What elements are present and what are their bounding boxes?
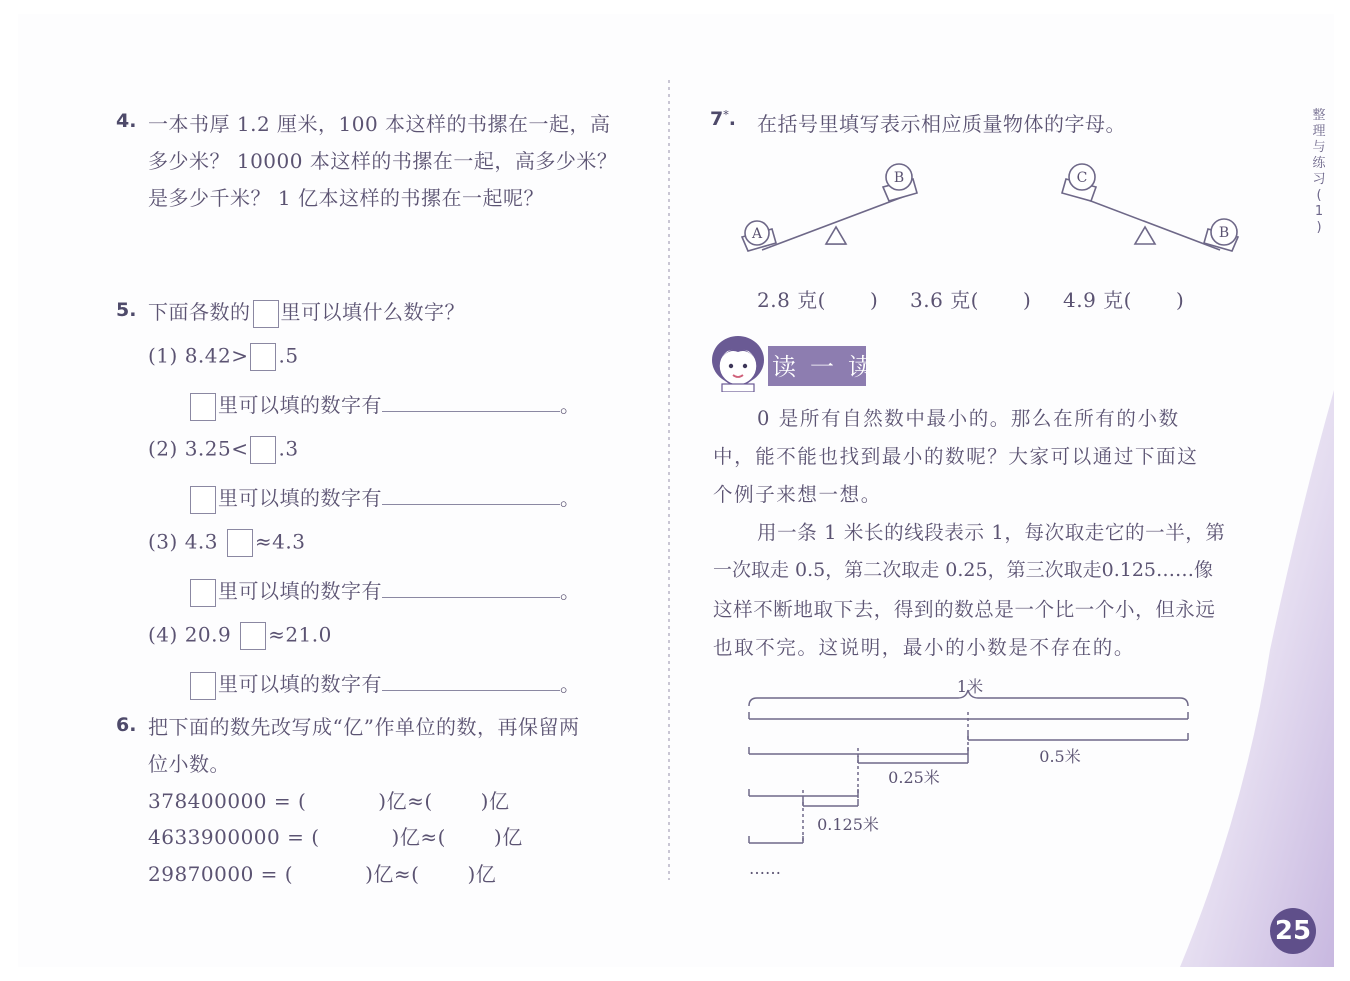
question-5-item-1 bbox=[148, 343, 299, 371]
item-3-box[interactable] bbox=[227, 529, 253, 557]
item-2-post: .3 bbox=[278, 436, 299, 461]
weight-2-8-close: ) bbox=[869, 288, 879, 312]
weight-4-9 bbox=[1063, 284, 1184, 313]
ball-c-right-label: C bbox=[1076, 170, 1088, 186]
girl-reading-icon bbox=[706, 334, 770, 392]
answer-3-end: 。 bbox=[560, 579, 581, 603]
item-1-post: .5 bbox=[278, 343, 299, 368]
answer-1-label: 里可以填的数字有 bbox=[218, 393, 382, 417]
read-p1-line-2: 中，能不能也找到最小的数呢？大家可以通过下面这 bbox=[713, 445, 1199, 468]
question-5-answer-1 bbox=[188, 389, 581, 421]
row-3-b: )亿≈( bbox=[365, 862, 420, 886]
side-tab-char-4: 练 bbox=[1312, 156, 1326, 171]
side-tab-char-3: 与 bbox=[1312, 140, 1326, 155]
read-p1-line-3: 个例子来想一想。 bbox=[713, 483, 882, 506]
item-2-pre: (2) 3.25< bbox=[148, 436, 249, 461]
read-p2-line-1: 用一条 1 米长的线段表示 1，每次取走它的一半，第 bbox=[757, 521, 1226, 544]
answer-2-label: 里可以填的数字有 bbox=[218, 486, 382, 510]
row-1-b: )亿≈( bbox=[378, 789, 433, 813]
left-scale bbox=[742, 164, 917, 251]
right-scale-fulcrum bbox=[1135, 227, 1155, 244]
question-5-title bbox=[148, 296, 465, 328]
question-6-line-1: 把下面的数先改写成“亿”作单位的数，再保留两 bbox=[148, 715, 580, 739]
label-1m: 1米 bbox=[956, 677, 984, 696]
answer-1-blank[interactable] bbox=[382, 393, 560, 412]
question-6-number: 6. bbox=[116, 714, 137, 736]
row-3-a: 29870000 = ( bbox=[148, 862, 294, 886]
right-scale bbox=[1062, 164, 1238, 251]
answer-3-box[interactable] bbox=[190, 579, 216, 607]
answer-2-box[interactable] bbox=[190, 486, 216, 514]
label-0125m: 0.125米 bbox=[817, 815, 879, 834]
side-tab-char-2: 理 bbox=[1312, 124, 1326, 139]
item-4-pre: (4) 20.9 bbox=[148, 622, 232, 647]
item-2-box[interactable] bbox=[250, 436, 276, 464]
read-p2-line-4: 也取不完。这说明，最小的小数是不存在的。 bbox=[713, 636, 1136, 659]
answer-4-label: 里可以填的数字有 bbox=[218, 672, 382, 696]
side-tab-char-6: ( bbox=[1316, 188, 1322, 203]
question-5-answer-3 bbox=[188, 575, 581, 607]
question-5-item-4 bbox=[148, 622, 332, 650]
weight-3-6-close: ) bbox=[1022, 288, 1032, 312]
label-ellipsis: …… bbox=[749, 859, 781, 878]
row-1-c: )亿 bbox=[480, 789, 510, 813]
weight-2-8-label: 2.8 克( bbox=[757, 288, 826, 312]
question-5-title-b: 里可以填什么数字？ bbox=[280, 300, 465, 324]
row-2-a: 4633900000 = ( bbox=[148, 825, 320, 849]
row-1-a: 378400000 = ( bbox=[148, 789, 307, 813]
side-tab-char-5: 习 bbox=[1312, 172, 1326, 187]
question-5-number: 5. bbox=[116, 299, 137, 321]
answer-3-blank[interactable] bbox=[382, 579, 560, 598]
weight-3-6 bbox=[910, 284, 1031, 313]
balance-scales bbox=[730, 155, 1250, 265]
item-4-post: ≈21.0 bbox=[268, 622, 332, 647]
weight-4-9-close: ) bbox=[1175, 288, 1185, 312]
side-tab-char-1: 整 bbox=[1312, 108, 1326, 123]
side-tab-char-8: ) bbox=[1316, 220, 1322, 235]
item-1-pre: (1) 8.42> bbox=[148, 343, 249, 368]
answer-4-end: 。 bbox=[560, 672, 581, 696]
answer-3-label: 里可以填的数字有 bbox=[218, 579, 382, 603]
question-7-dot: . bbox=[728, 108, 736, 130]
page-number: 25 bbox=[1270, 908, 1316, 954]
question-5-item-2 bbox=[148, 436, 299, 464]
answer-box[interactable] bbox=[253, 300, 279, 328]
read-p2-line-3: 这样不断地取下去，得到的数总是一个比一个小，但永远 bbox=[713, 598, 1216, 621]
question-4-line-2: 多少米？ 10000 本这样的书摞在一起，高多少米？ bbox=[148, 149, 618, 173]
answer-1-end: 。 bbox=[560, 393, 581, 417]
answer-4-blank[interactable] bbox=[382, 672, 560, 691]
left-scale-fulcrum bbox=[826, 227, 846, 244]
label-025m: 0.25米 bbox=[888, 768, 940, 787]
question-6-row-2 bbox=[148, 821, 523, 850]
question-4-number: 4. bbox=[116, 110, 137, 132]
question-5-answer-2 bbox=[188, 482, 581, 514]
halving-segment-diagram bbox=[740, 668, 1200, 883]
question-7-star: * bbox=[723, 108, 729, 122]
item-3-pre: (3) 4.3 bbox=[148, 529, 218, 554]
weight-3-6-label: 3.6 克( bbox=[910, 288, 979, 312]
read-section-title: 读一读 bbox=[772, 353, 886, 381]
question-4-line-1: 一本书厚 1.2 厘米，100 本这样的书摞在一起，高 bbox=[148, 112, 611, 136]
question-7-header bbox=[710, 108, 736, 130]
item-1-box[interactable] bbox=[250, 343, 276, 371]
label-05m: 0.5米 bbox=[1039, 747, 1081, 766]
answer-4-box[interactable] bbox=[190, 672, 216, 700]
ball-a-left-label: A bbox=[751, 226, 763, 242]
question-6-row-1 bbox=[148, 785, 509, 814]
ball-b-left-label: B bbox=[893, 170, 905, 186]
question-5-item-3 bbox=[148, 529, 305, 557]
ball-b-right-label: B bbox=[1218, 225, 1230, 241]
row-2-b: )亿≈( bbox=[391, 825, 446, 849]
row-3-c: )亿 bbox=[467, 862, 497, 886]
item-4-box[interactable] bbox=[240, 622, 266, 650]
side-tab-char-7: 1 bbox=[1314, 204, 1324, 219]
answer-2-blank[interactable] bbox=[382, 486, 560, 505]
question-6-row-3 bbox=[148, 858, 496, 887]
read-p1-line-1: 0 是所有自然数中最小的。那么在所有的小数 bbox=[757, 407, 1180, 430]
side-section-tab bbox=[1308, 108, 1330, 236]
weight-2-8 bbox=[757, 284, 878, 313]
row-2-c: )亿 bbox=[493, 825, 523, 849]
decorative-wave bbox=[1150, 390, 1334, 967]
answer-2-end: 。 bbox=[560, 486, 581, 510]
read-p2-line-2: 一次取走 0.5，第二次取走 0.25，第三次取走0.125……像 bbox=[713, 559, 1213, 581]
question-7-title: 在括号里填写表示相应质量物体的字母。 bbox=[757, 112, 1126, 136]
answer-1-box[interactable] bbox=[190, 393, 216, 421]
page-divider bbox=[665, 80, 673, 880]
question-6-line-2: 位小数。 bbox=[148, 752, 230, 776]
item-3-post: ≈4.3 bbox=[254, 529, 306, 554]
question-4-line-3: 是多少千米？ 1 亿本这样的书摞在一起呢？ bbox=[148, 186, 544, 210]
question-5-answer-4 bbox=[188, 668, 581, 700]
weight-4-9-label: 4.9 克( bbox=[1063, 288, 1132, 312]
question-7-number: 7 bbox=[710, 108, 724, 130]
question-5-title-a: 下面各数的 bbox=[148, 300, 251, 324]
